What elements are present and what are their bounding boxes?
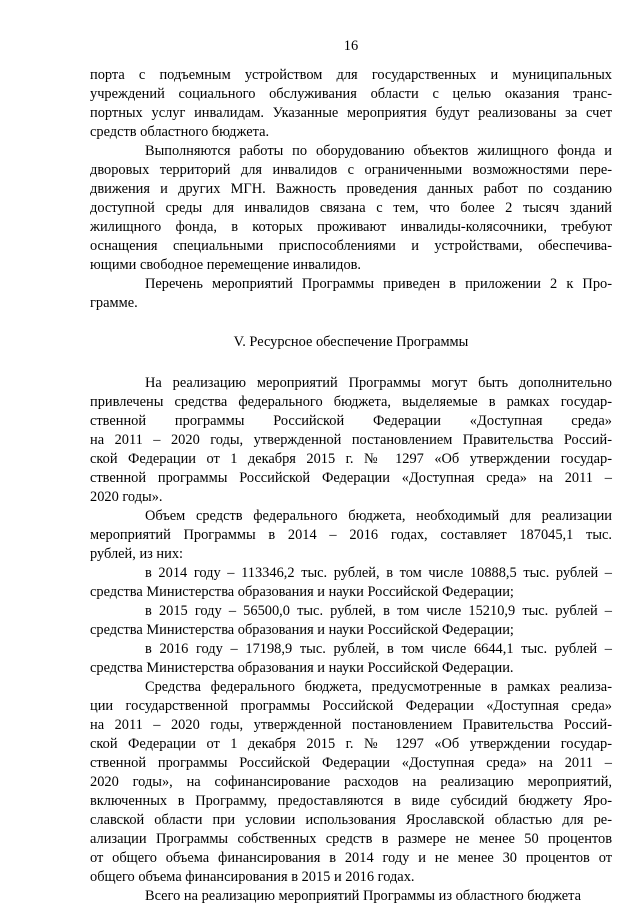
text-line: общего объема финансирования в 2015 и 2016 годах. xyxy=(90,869,415,885)
paragraph xyxy=(90,66,612,142)
text-line: славской области при условии использования Ярославской областью для ре- xyxy=(90,812,612,828)
text-line: средства Министерства образования и науки Российской Федерации; xyxy=(90,622,514,638)
text-line: в 2015 году – 56500,0 тыс. рублей, в том числе 15210,9 тыс. рублей – xyxy=(145,603,612,619)
text-line: Выполняются работы по оборудованию объектов жилищного фонда и xyxy=(145,143,612,159)
text-line: средства Министерства образования и науки Российской Федерации; xyxy=(90,584,514,600)
text-line: ственной программы Российской Федерации «Доступная среда» на 2011 – xyxy=(90,470,612,486)
text-line: порта с подъемным устройством для государственных и муниципальных xyxy=(90,67,612,83)
paragraph xyxy=(90,142,612,275)
text-line: в 2014 году – 113346,2 тыс. рублей, в том числе 10888,5 тыс. рублей – xyxy=(145,565,612,581)
text-line: Перечень мероприятий Программы приведен в приложении 2 к Про- xyxy=(145,276,612,292)
text-line: рублей, из них: xyxy=(90,546,184,562)
section-v-body xyxy=(90,374,612,906)
paragraph xyxy=(90,640,612,678)
text-line: мероприятий Программы в 2014 – 2016 годах, составляет 187045,1 тыс. xyxy=(90,527,612,543)
document-body xyxy=(90,66,612,906)
paragraph xyxy=(90,887,612,906)
paragraph xyxy=(90,507,612,564)
text-line: ющими свободное перемещение инвалидов. xyxy=(90,257,362,273)
text-line: портных услуг инвалидам. Указанные мероприятия будут реализованы за счет xyxy=(90,105,612,121)
page-number: 16 xyxy=(343,38,359,54)
paragraph xyxy=(90,564,612,602)
section-title: V. Ресурсное обеспечение Программы xyxy=(233,334,469,350)
text-line: 2020 годы», на софинансирование расходов на реализацию мероприятий, xyxy=(90,774,612,790)
paragraph xyxy=(90,275,612,313)
text-line: жилищного фонда, в которых проживают инвалиды-колясочники, требуют xyxy=(90,219,612,235)
text-line: ской Федерации от 1 декабря 2015 г. № 1297 «Об утверждении государ- xyxy=(90,451,612,467)
section-iv-continuation xyxy=(90,66,612,313)
text-line: дворовых территорий для инвалидов с ограниченными возможностями пере- xyxy=(90,162,612,178)
text-line: привлечены средства федерального бюджета, выделяемые в рамках государ- xyxy=(90,394,612,410)
paragraph xyxy=(90,374,612,507)
text-line: оснащения специальными приспособлениями и устройствами, обеспечива- xyxy=(90,238,612,254)
text-line: ственной программы Российской Федерации «Доступная среда» на 2011 – xyxy=(90,755,612,771)
paragraph xyxy=(90,678,612,887)
text-line: Средства федерального бюджета, предусмотренные в рамках реализа- xyxy=(145,679,612,695)
text-line: учреждений социального обслуживания области с целью оказания транс- xyxy=(90,86,612,102)
text-line: в 2016 году – 17198,9 тыс. рублей, в том числе 6644,1 тыс. рублей – xyxy=(145,641,612,657)
text-line: движения и других МГН. Важность проведения данных работ по созданию xyxy=(90,181,612,197)
text-line: ственной программы Российской Федерации «Доступная среда» xyxy=(90,413,612,429)
text-line: средства Министерства образования и науки Российской Федерации. xyxy=(90,660,514,676)
text-line: Всего на реализацию мероприятий Программы из областного бюджета xyxy=(145,888,581,904)
text-line: Объем средств федерального бюджета, необходимый для реализации xyxy=(145,508,612,524)
text-line: 2020 годы». xyxy=(90,489,163,505)
text-line: доступной среды для инвалидов связана с тем, что более 2 тысяч зданий xyxy=(90,200,612,216)
paragraph xyxy=(90,602,612,640)
text-line: средств областного бюджета. xyxy=(90,124,270,140)
text-line: ской Федерации от 1 декабря 2015 г. № 1297 «Об утверждении государ- xyxy=(90,736,612,752)
text-line: включенных в Программу, предоставляются в виде субсидий бюджету Яро- xyxy=(90,793,612,809)
text-line: от общего объема финансирования в 2014 году и не менее 30 процентов от xyxy=(90,850,612,866)
text-line: ции государственной программы Российской Федерации «Доступная среда» xyxy=(90,698,612,714)
text-line: на 2011 – 2020 годы, утвержденной постановлением Правительства Россий- xyxy=(90,717,612,733)
text-line: грамме. xyxy=(90,295,138,311)
text-line: На реализацию мероприятий Программы могут быть дополнительно xyxy=(145,375,612,391)
text-line: на 2011 – 2020 годы, утвержденной постановлением Правительства Россий- xyxy=(90,432,612,448)
text-line: ализации Программы собственных средств в размере не менее 50 процентов xyxy=(90,831,612,847)
